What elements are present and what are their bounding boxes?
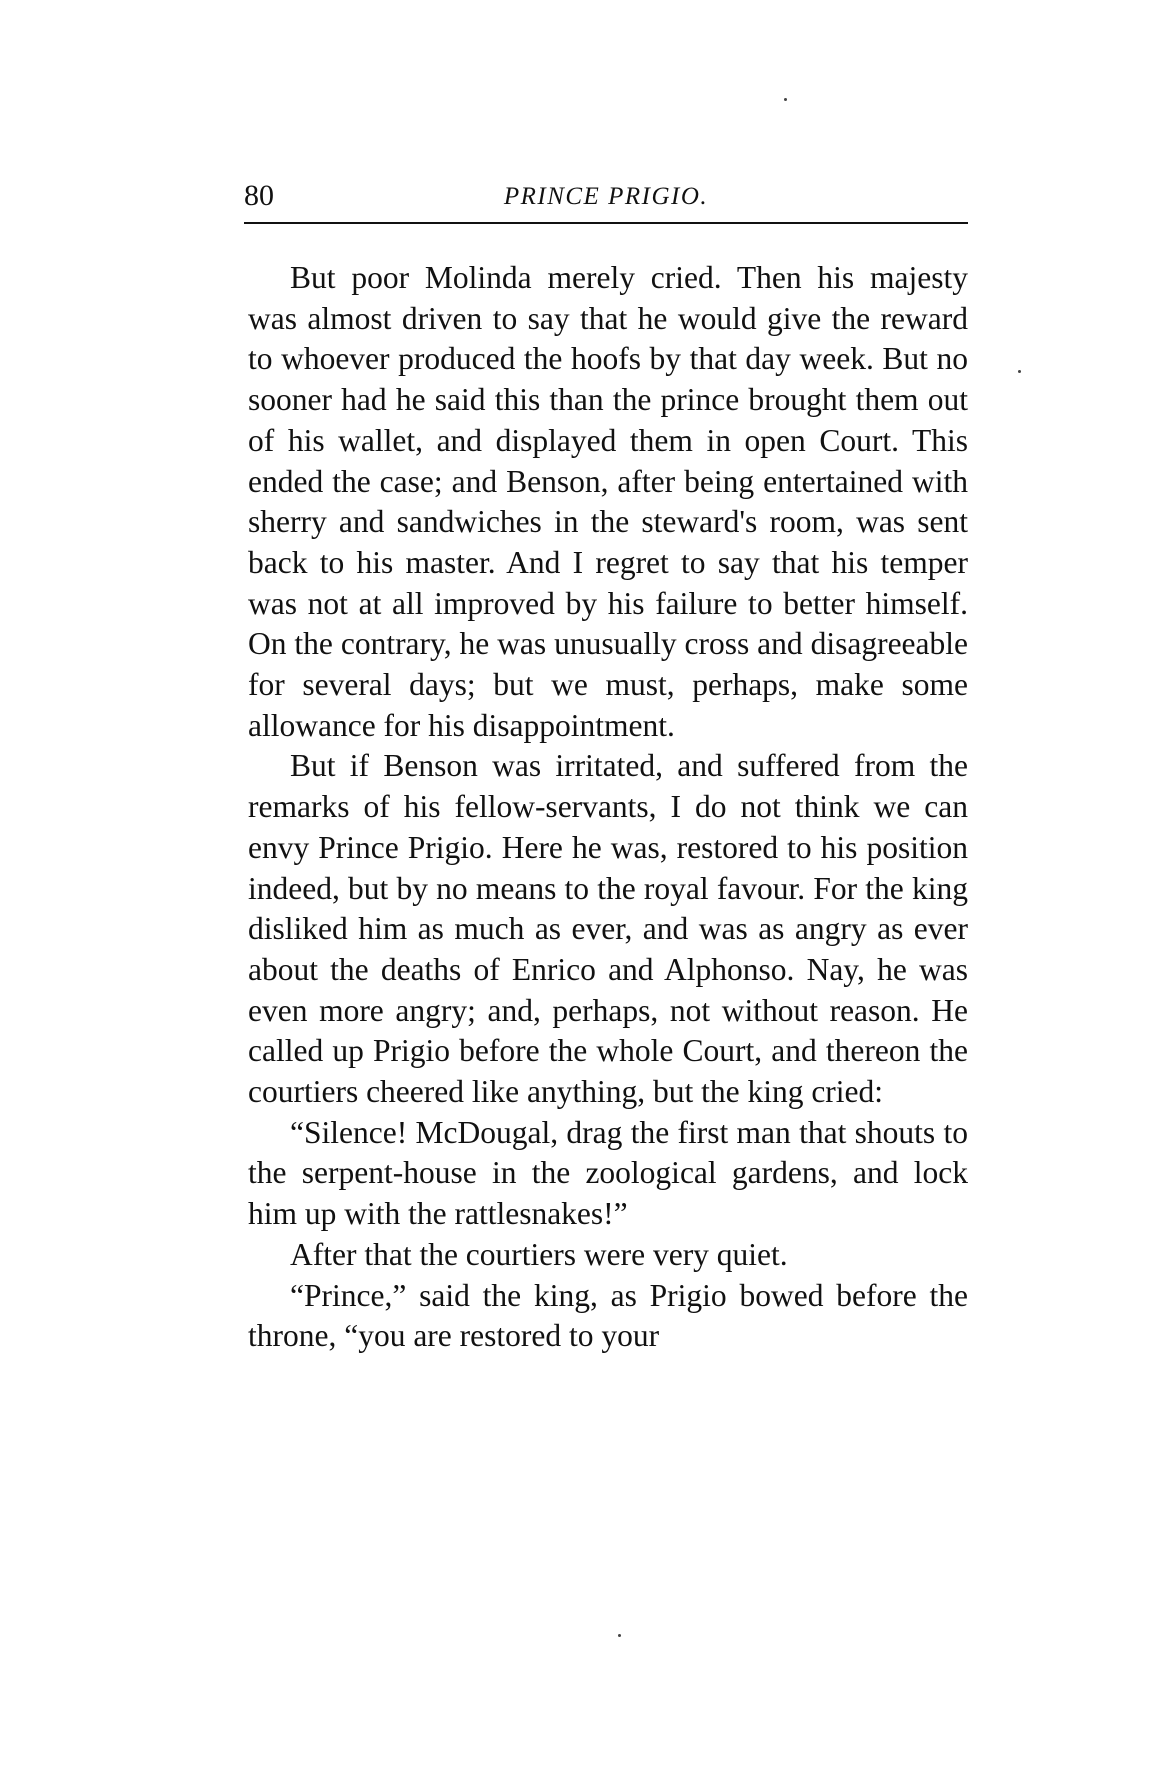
paragraph-2: But if Benson was irritated, and suffered from the remarks of his fellow-servants, I do not think we can envy Prince Prigio. Here he was, restored to his position indeed, but by no means to the royal favour. For the king disliked him as much as ever, and was as angry as ever about the deaths of Enrico and Alphonso. Nay, he was even more angry; and, perhaps, not without reason. He called up Prigio before the whole Court, and thereon the courtiers cheered like anything, but the king cried: — [248, 748, 968, 1110]
paragraph-4: After that the courtiers were very quiet. — [290, 1236, 788, 1272]
paragraph-1: But poor Molinda merely cried. Then his majesty was almost driven to say that he would give the reward to whoever produced the hoofs by that day week. But no sooner had he said this than the prince brought them out of his wallet, and displayed them in open Court. This ended the case; and Benson, after being entertained with sherry and sandwiches in the steward's room, was sent back to his master. And I regret to say that his temper was not at all improved by his failure to better himself. On the contrary, he was unusually cross and disagreeable for several days; but we must, perhaps, make some allowance for his disappointment. — [248, 260, 968, 743]
paragraph-3: “Silence! McDougal, drag the first man that shouts to the serpent-house in the zoological gardens, and lock him up with the rattlesnakes!” — [248, 1114, 968, 1232]
running-title: PRINCE PRIGIO. — [503, 183, 709, 210]
scan-speck — [1018, 370, 1021, 373]
page-header — [244, 176, 968, 220]
paragraph-5: “Prince,” said the king, as Prigio bowed before the throne, “you are restored to your — [248, 1277, 968, 1354]
body-text — [248, 258, 968, 1357]
scan-speck — [784, 98, 787, 101]
page-number: 80 — [244, 179, 274, 212]
header-rule — [244, 222, 968, 224]
scan-speck — [618, 1634, 621, 1637]
